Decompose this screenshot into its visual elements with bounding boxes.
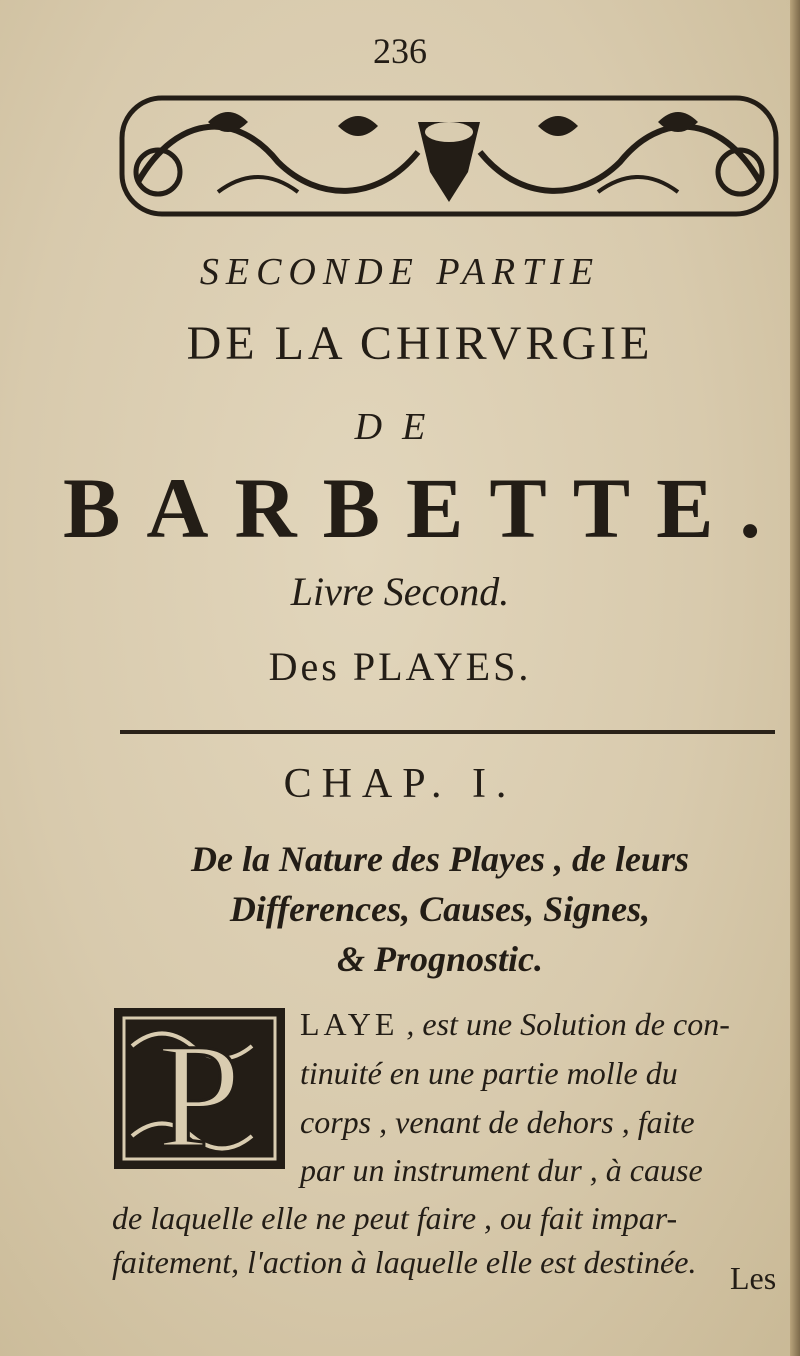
ornamental-headpiece (118, 92, 780, 220)
paragraph-text: , est une Solution de con- (406, 1006, 730, 1042)
paragraph-line: corps , venant de dehors , faite (300, 1104, 695, 1140)
chapter-heading-line: De la Nature des Playes , de leurs (191, 839, 689, 879)
book-title: Livre Second. (290, 569, 510, 614)
author-title: BARBETTE. (63, 460, 787, 556)
part-title: SECONDE PARTIE (199, 251, 601, 293)
chapter-title: CHAP. I. (283, 761, 517, 807)
dropcap-letter: P (157, 1013, 241, 1171)
surgery-title: DE LA CHIRVRGIE (186, 317, 654, 370)
paragraph-line: par un instrument dur , à cause (300, 1152, 703, 1188)
de-title: DE (354, 406, 446, 448)
paragraph-line: faitement, l'action à laquelle elle est destinée. (112, 1244, 697, 1280)
paragraph-line: tinuité en une partie molle du (300, 1055, 678, 1091)
chapter-heading-line: Differences, Causes, Signes, (229, 889, 651, 929)
horizontal-rule (120, 730, 775, 734)
chapter-heading-line: & Prognostic. (336, 939, 543, 979)
decorated-initial (112, 1006, 287, 1171)
section-title: Des PLAYES. (268, 644, 532, 689)
lead-word: LAYE (300, 1006, 399, 1042)
paragraph-line (300, 1006, 730, 1043)
catchword: Les (730, 1260, 777, 1296)
paragraph-line: de laquelle elle ne peut faire , ou fait impar- (112, 1200, 678, 1236)
page-edge (790, 0, 800, 1356)
page-number: 236 (373, 31, 427, 71)
